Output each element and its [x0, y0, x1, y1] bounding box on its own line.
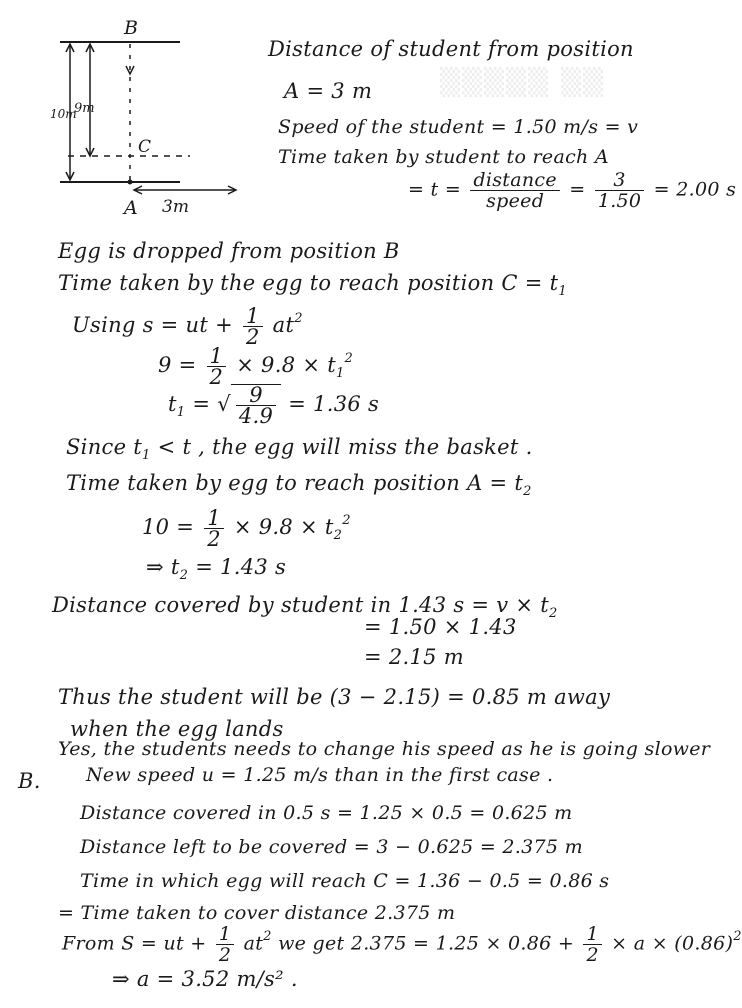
line-egg-dropped: Egg is dropped from position B	[58, 239, 400, 263]
line-time-egg-c: Time taken by the egg to reach position $C = t_1$	[58, 271, 567, 299]
label-3m: 3m	[162, 197, 189, 217]
label-10m: 10m	[50, 107, 77, 121]
label-c: C	[138, 137, 152, 157]
line-product: = 1.50 × 1.43	[364, 615, 517, 639]
line-time-cover-distance: = Time taken to cover distance 2.375 m	[58, 902, 456, 924]
line-t2-value: ⇒ $t_2 = 1.43$ s	[146, 555, 287, 583]
line-new-speed: New speed u = 1.25 m/s than in the first case .	[86, 764, 554, 786]
line-distance-covered: Distance covered by student in 1.43 $s = v \times t_2$	[52, 593, 558, 621]
line-acceleration-result: ⇒ a = 3.52 m/s² .	[112, 967, 298, 991]
line-time-egg-reach-c: Time in which egg will reach C = 1.36 − 0.5 = 0.86 s	[80, 870, 610, 892]
label-b: B	[124, 17, 138, 39]
line-a-3m: A = 3 m	[284, 79, 373, 103]
label-9m: 9m	[74, 101, 95, 116]
line-result-215: = 2.15 m	[364, 645, 465, 669]
background-watermark: ▒▒▒▒▒ ▒▒	[440, 68, 606, 98]
position-diagram	[50, 12, 300, 227]
line-distance-left: Distance left to be covered = 3 − 0.625 = 2.375 m	[80, 836, 583, 858]
part-b-label: B.	[18, 769, 41, 793]
line-nine-equals: 9 = $\frac{1}{2}$ × $9.8 \times t_1^2$	[158, 344, 354, 389]
line-ten-equals: 10 = $\frac{1}{2}$ × $9.8 \times t_2^2$	[142, 506, 351, 551]
line-using-equation: Using s = ut + $\frac{1}{2}$ $at^2$	[72, 304, 303, 349]
line-time-egg-a: Time taken by egg to reach position $A = t_2$	[66, 471, 532, 499]
line-from-equation: From S = ut + $\frac{1}{2}$ $at^2$ we get 2.375 = 1.25 × 0.86 + $\frac{1}{2}$ × $a \times (0.86)^2$	[62, 923, 742, 966]
line-time-fraction: = t = $\frac{\text{distance}}{\text{speed}}$ = $\frac{3}{1.50}$ = 2.00 s	[408, 169, 737, 212]
line-speed-student: Speed of the student = 1.50 m/s = v	[278, 116, 639, 138]
point-a-dot	[128, 180, 133, 185]
line-thus-student: Thus the student will be (3 − 2.15) = 0.85 m away	[58, 685, 611, 709]
line-distance-student: Distance of student from position	[268, 37, 634, 61]
line-since-miss: Since $t_1 < t$ , the egg will miss the basket .	[66, 435, 533, 463]
line-egg-lands: when the egg lands	[70, 717, 284, 741]
line-yes-change-speed: Yes, the students needs to change his speed as he is going slower	[58, 738, 711, 760]
line-t1-value: $t_1$ = √ $\frac{9}{4.9}$ = 1.36 s	[168, 383, 380, 428]
line-time-to-a: Time taken by student to reach A	[278, 146, 609, 168]
label-a: A	[124, 197, 138, 219]
line-distance-05s: Distance covered in 0.5 s = 1.25 × 0.5 = 0.625 m	[80, 802, 573, 824]
